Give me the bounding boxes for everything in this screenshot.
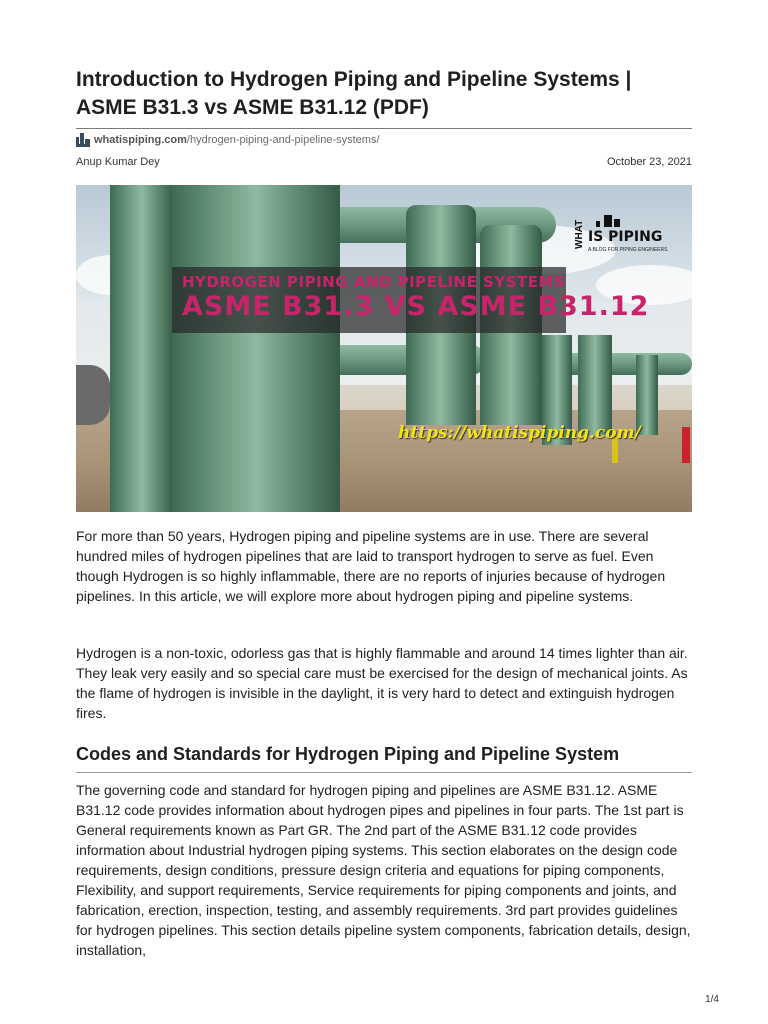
banner-line-2: ASME B31.3 VS ASME B31.12 [182, 291, 650, 322]
logo-what: WHAT [574, 219, 585, 249]
hero-image [76, 185, 692, 512]
article-title: Introduction to Hydrogen Piping and Pipeline Systems | ASME B31.3 vs ASME B31.12 (PDF) [76, 68, 632, 119]
logo-name: IS PIPING [588, 229, 663, 245]
site-logo-icon [76, 133, 90, 147]
section-heading-codes: Codes and Standards for Hydrogen Piping and Pipeline System [76, 744, 620, 764]
logo-mark-icon [614, 219, 620, 227]
source-link[interactable] [76, 133, 380, 147]
publish-date: October 23, 2021 [606, 156, 692, 168]
title-divider [76, 128, 692, 129]
heading-divider [76, 772, 692, 773]
hero-url-overlay: https://whatispiping.com/ [398, 423, 641, 443]
paragraph-hydrogen-properties: Hydrogen is a non-toxic, odorless gas that is highly flammable and around 14 times lighter than air. They leak very easily and so special care must be exercised for the design of mechanical joints. As the flame of hydrogen is invisible in the daylight, it is very hard to detect and extinguish hydrogen fires. [76, 645, 688, 721]
paragraph-codes: The governing code and standard for hydrogen piping and pipelines are ASME B31.12. ASME B31.12 code provides information about hydrogen pipes and pipelines in four parts. The 1st part is General requirements known as Part GR. The 2nd part of the ASME B31.12 code provides information about Industrial hydrogen piping systems. This section elaborates on the design code requirements, design conditions, pressure design criteria and equations for piping components, Flexibility, and support requirements, Service requirements for piping components and joints, and fabrication, erection, inspection, testing, and assembly requirements. 3rd part provides guidelines for hydrogen pipelines. This section details pipeline system components, fabrication details, design, installation, [76, 782, 691, 958]
author-name: Anup Kumar Dey [76, 156, 160, 168]
red-valve [682, 427, 690, 463]
hero-banner [172, 267, 650, 333]
pipe-column [578, 335, 612, 435]
tank [76, 365, 110, 425]
logo-tagline: A BLOG FOR PIPING ENGINEERS [588, 247, 668, 253]
pipe-column [110, 185, 174, 512]
paragraph-intro: For more than 50 years, Hydrogen piping and pipeline systems are in use. There are several hundred miles of hydrogen pipelines that are laid to transport hydrogen to serve as fuel. Even though Hydrogen is so highly inflammable, there are no reports of injuries because of hydrogen pipelines. In this article, we will explore more about hydrogen piping and pipeline systems. [76, 528, 666, 604]
right-pipe [556, 353, 692, 375]
pipe-column-large [172, 185, 340, 512]
source-path[interactable]: /hydrogen-piping-and-pipeline-systems/ [186, 134, 380, 146]
page-number: 1/4 [705, 994, 719, 1005]
logo-mark-icon [596, 221, 600, 227]
source-domain[interactable]: whatispiping.com [94, 134, 187, 146]
banner-line-1: HYDROGEN PIPING AND PIPELINE SYSTEMS [182, 273, 566, 291]
logo-mark-icon [604, 215, 612, 227]
whatispiping-logo [574, 209, 674, 259]
